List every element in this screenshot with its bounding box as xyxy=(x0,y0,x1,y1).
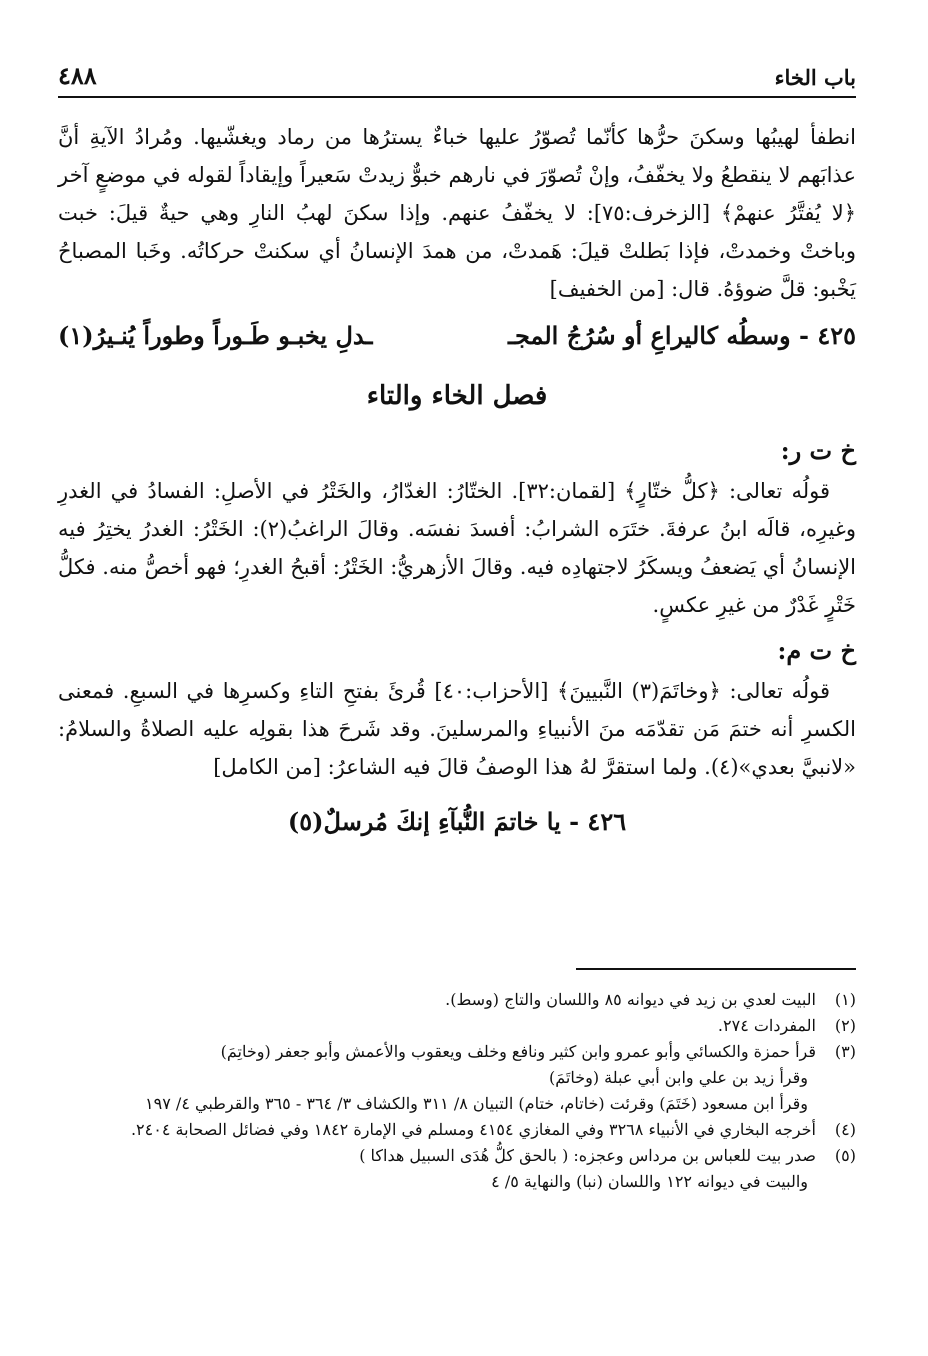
footnote-text: وقرأ زيد بن علي وابن أبي عبلة (وخاتَمَ) xyxy=(548,1068,808,1087)
footnote-4 xyxy=(62,1118,856,1142)
paragraph-khtr: قولُه تعالى: ﴿كلُّ ختّارٍ﴾ [لقمان:٣٢]. الختّارُ: الغدّارُ، والخَتْرُ في الأصلِ: الفسادُ في الغدرِ وغيرِه، قالَه ابنُ عرفةَ. ختَرَه الشرابُ: أفسدَ نفسَه. وقالَ الراغبُ(٢): الخَتْرُ: الغدرُ يختِرُ فيه الإنسانُ أي يَضعفُ ويسكَرُ لاجتهادِه فيه. وقالَ الأزهريُّ: الخَتْرُ: أقبحُ الغدرِ؛ فهو أخصُّ منه. فكلُّ خَتْرٍ غَدْرٌ من غيرِ عكسٍ. xyxy=(58,479,856,617)
footnote-2 xyxy=(62,1014,856,1038)
footnote-number: (٣) xyxy=(834,1042,856,1061)
footnote-text: البيت لعدي بن زيد في ديوانه ٨٥ واللسان والتاج (وسط). xyxy=(445,990,816,1009)
paragraph-khaba: انطفأ لهيبُها وسكنَ حرُّها كأنّما تُصوّرُ عليها خباءٌ يسترُها من رماد ويغشّيها. ومُرادُ الآيةِ أنَّ عذابَهم لا ينقطعُ ولا يخفّفُ، وإنْ تُصوّرَ في نارهم خبوٌّ زيدتْ سَعيراً وإيقاداً لقوله في موضعٍ آخر ﴿لا يُفتَّرُ عنهمْ﴾ [الزخرف:٧٥]: لا يخفّفُ عنهم. وإذا سكنَ لهبُ النارِ وهي حيةٌ قيلَ: خبت وباختْ وخمدتْ، فإذا بَطلتْ قيلَ: هَمدتْ، من همدَ الإنسانُ أي سكنتْ حركاتُه. وخَبا المصباحُ يَخْبو: قلَّ ضوؤهُ. قال: [من الخفيف] xyxy=(58,125,856,301)
verse-426 xyxy=(58,800,856,844)
verse-425 xyxy=(58,314,856,358)
footnote-3-continuation xyxy=(62,1092,856,1116)
footnote-number: (٥) xyxy=(834,1146,856,1165)
footnote-text: قرأ حمزة والكسائي وأبو عمرو وابن كثير ونافع وخلف ويعقوب والأعمش وأبو جعفر (وخاتِمَ) xyxy=(220,1042,816,1061)
footnote-number: (٢) xyxy=(834,1016,856,1035)
root-heading-khtr: خ ت ر: xyxy=(780,436,856,465)
footnotes xyxy=(62,988,856,1196)
verse-425-first-hemistich: ٤٢٥ - وسطُه كاليراعِ أو سُرُجُ المجـ xyxy=(507,321,856,350)
root-heading-khtm: خ ت م: xyxy=(777,636,856,665)
footnote-text: صدر بيت للعباس بن مرداس وعجزه: ( بالحق كلُّ هُدَى السبيل هداكا ) xyxy=(359,1146,816,1165)
footnote-text: وقرأ ابن مسعود (خَتَمَ) وقرئت (خاتام، ختام) التبيان ٨/ ٣١١ والكشاف ٣/ ٣٦٤ - ٣٦٥ والقرطبي ٤/ ١٩٧ xyxy=(145,1094,808,1113)
verse-425-second-hemistich: ـدلِ يخبـو طَـوراً وطوراً يُنـيرُ(١) xyxy=(58,321,373,350)
footnote-5-continuation xyxy=(62,1170,856,1194)
running-title: باب الخاء xyxy=(774,65,856,90)
section-title: فصل الخاء والتاء xyxy=(366,381,548,411)
page-header xyxy=(58,58,856,98)
page-number: ٤٨٨ xyxy=(58,61,97,90)
main-text xyxy=(58,118,856,844)
footnote-text: والبيت في ديوانه ١٢٢ واللسان (نبا) والنهاية ٥/ ٤ xyxy=(491,1172,808,1191)
footnote-number: (١) xyxy=(834,990,856,1009)
footnote-3-continuation xyxy=(62,1066,856,1090)
footnote-1 xyxy=(62,988,856,1012)
footnote-3 xyxy=(62,1040,856,1064)
verse-426-text: ٤٢٦ - يا خاتمَ النُّبآءِ إنكَ مُرسلٌ(٥) xyxy=(287,807,627,836)
footnote-number: (٤) xyxy=(834,1120,856,1139)
footnote-text: المفردات ٢٧٤. xyxy=(717,1016,816,1035)
paragraph-khtm: قولُه تعالى: ﴿وخاتَمَ(٣) النَّبيينَ﴾ [الأحزاب:٤٠] قُرئَ بفتحِ التاءِ وكسرِها في السبعِ. فمعنى الكسرِ أنه ختمَ مَن تقدّمَه منَ الأنبياءِ والمرسلينَ. وقد شَرحَ هذا بقولِه عليه الصلاةُ والسلامُ: «لانبيَّ بعدي»(٤). ولما استقرَّ لهُ هذا الوصفُ قالَ فيه الشاعرُ: [من الكامل] xyxy=(58,679,856,779)
footnote-5 xyxy=(62,1144,856,1168)
footnote-text: أخرجه البخاري في الأنبياء ٣٢٦٨ وفي المغازي ٤١٥٤ ومسلم في الإمارة ١٨٤٢ وفي فضائل الصحابة ٢٤٠٤. xyxy=(130,1120,816,1139)
footnote-divider xyxy=(576,968,856,970)
